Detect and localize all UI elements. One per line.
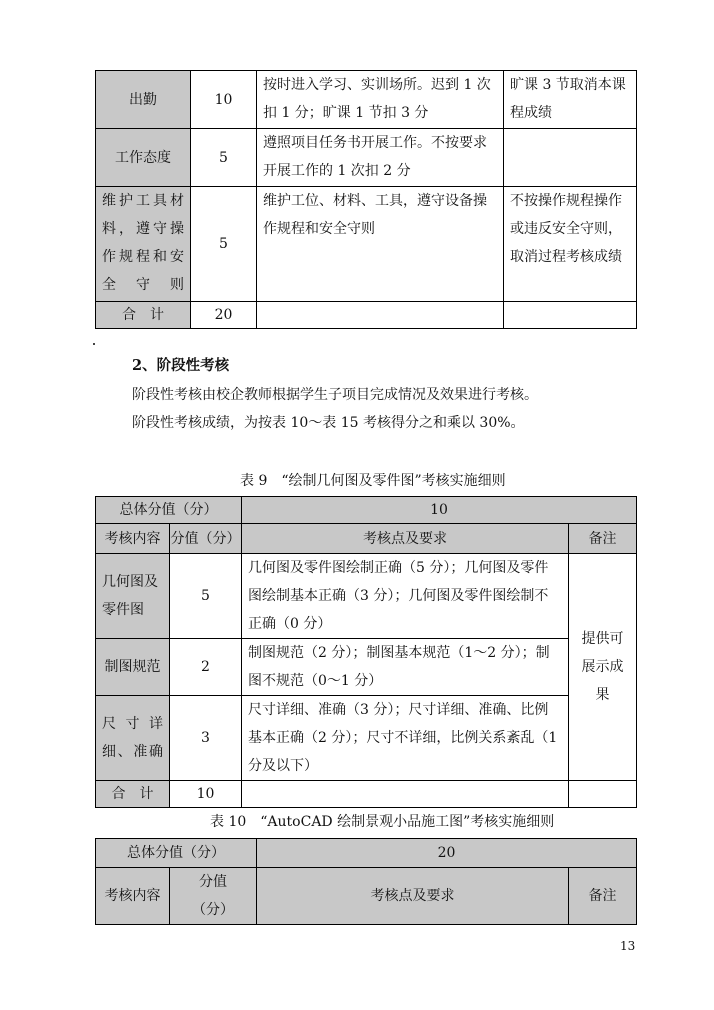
total-label: 合 计 — [96, 781, 170, 808]
total-value: 20 — [191, 302, 257, 329]
table-cell-score: 3 — [170, 696, 242, 781]
total-value: 10 — [170, 781, 242, 808]
table-cell-score: 2 — [170, 639, 242, 696]
table-cell-score: 5 — [170, 554, 242, 639]
page-mark — [93, 343, 95, 345]
table-cell-requirement: 尺寸详细、准确（3 分）；尺寸详细、准确、比例基本正确（2 分）；尺寸不详细，比例关系紊乱（1 分及以下） — [242, 696, 569, 781]
header-item: 考核内容 — [96, 524, 170, 554]
table-cell-empty — [257, 302, 504, 329]
header-requirement: 考核点及要求 — [257, 868, 569, 925]
table-cell-item: 几何图及零件图 — [96, 554, 170, 639]
table-cell-item: 尺寸详细、准确 — [96, 696, 170, 781]
section-paragraph: 阶段性考核由校企教师根据学生子项目完成情况及效果进行考核。 — [132, 387, 538, 403]
table9-caption: 表 9 “绘制几何图及零件图”考核实施细则 — [240, 473, 506, 489]
table-cell-requirement: 维护工位、材料、工具，遵守设备操作规程和安全守则 — [257, 187, 504, 302]
table-cell-empty — [569, 781, 637, 808]
header-score: 分值（分） — [170, 524, 242, 554]
table-cell-empty — [504, 302, 637, 329]
table-cell-score: 10 — [191, 71, 257, 129]
table-cell-score: 5 — [191, 129, 257, 187]
total-label: 合 计 — [96, 302, 191, 329]
section-heading: 2、阶段性考核 — [132, 357, 230, 374]
table9 — [95, 496, 637, 808]
table-cell-item: 出勤 — [96, 71, 191, 129]
attendance-table — [95, 70, 637, 329]
total-score-label: 总体分值（分） — [96, 839, 257, 868]
total-score-value: 20 — [257, 839, 637, 868]
table-cell-requirement: 遵照项目任务书开展工作。不按要求开展工作的 1 次扣 2 分 — [257, 129, 504, 187]
header-requirement: 考核点及要求 — [242, 524, 569, 554]
table-cell-note: 不按操作规程操作或违反安全守则，取消过程考核成绩 — [504, 187, 637, 302]
table-cell-score: 5 — [191, 187, 257, 302]
table-cell-requirement: 制图规范（2 分）；制图基本规范（1～2 分）；制图不规范（0～1 分） — [242, 639, 569, 696]
page-number: 13 — [620, 939, 636, 953]
table-cell-item: 工作态度 — [96, 129, 191, 187]
header-note: 备注 — [569, 524, 637, 554]
table-cell-empty — [242, 781, 569, 808]
table-cell-item: 维护工具材料，遵守操作规程和安全守则 — [96, 187, 191, 302]
table-cell-requirement: 几何图及零件图绘制正确（5 分）；几何图及零件图绘制基本正确（3 分）；几何图及零件图绘制不正确（0 分） — [242, 554, 569, 639]
table-cell-requirement: 按时进入学习、实训场所。迟到 1 次扣 1 分；旷课 1 节扣 3 分 — [257, 71, 504, 129]
table-cell-note: 旷课 3 节取消本课程成绩 — [504, 71, 637, 129]
total-score-label: 总体分值（分） — [96, 497, 242, 524]
header-note: 备注 — [569, 868, 637, 925]
table-cell-note — [504, 129, 637, 187]
table-cell-item: 制图规范 — [96, 639, 170, 696]
header-score: 分值（分） — [170, 868, 257, 925]
table10-caption: 表 10 “AutoCAD 绘制景观小品施工图”考核实施细则 — [210, 814, 555, 830]
header-item: 考核内容 — [96, 868, 170, 925]
section-paragraph: 阶段性考核成绩，为按表 10～表 15 考核得分之和乘以 30%。 — [132, 415, 525, 431]
table10 — [95, 838, 637, 925]
table-cell-note: 提供可展示成果 — [569, 554, 637, 781]
total-score-value: 10 — [242, 497, 637, 524]
